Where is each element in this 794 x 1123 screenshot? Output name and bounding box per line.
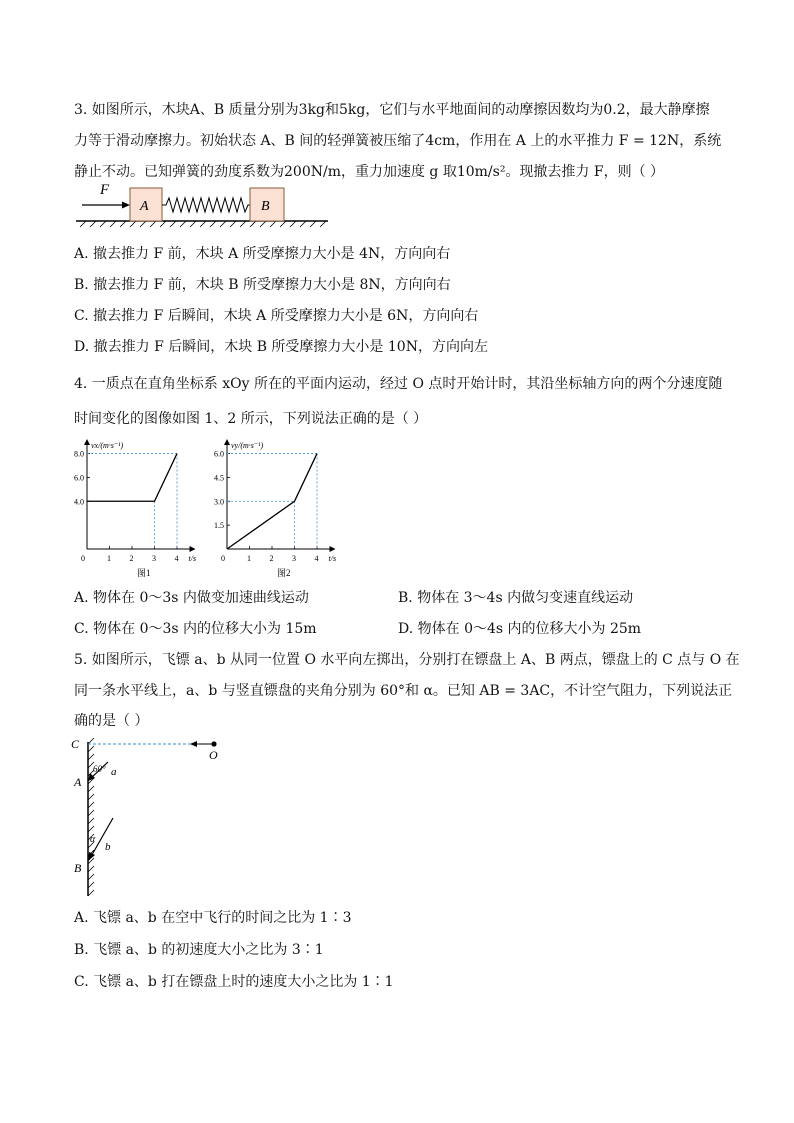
q4-option-b: B. 物体在 3～4s 内做匀变速直线运动 [398, 590, 634, 606]
x-axis-arrow [190, 546, 196, 552]
force-label: F [100, 182, 110, 198]
point-o-label: O [209, 748, 218, 762]
q5-line-2: 同一条水平线上，a、b 与竖直镖盘的夹角分别为 60°和 α。已知 AB = 3AC，不计空气阻力，下列说法正 [74, 683, 733, 699]
x-tick-label: 0 [81, 554, 85, 563]
ground-hatching [80, 221, 326, 227]
x-tick-label: 2 [269, 554, 274, 563]
q5-option-b: B. 飞镖 a、b 的初速度大小之比为 3∶1 [74, 942, 324, 958]
x-axis-arrow [330, 546, 336, 552]
q3-line-3: 静止不动。已知弹簧的劲度系数为200N/m，重力加速度 g 取10m/s²。现撤去推力 F，则（ ） [74, 164, 665, 180]
q3-line-1: 3. 如图所示，木块A、B 质量分别为3kg和5kg，它们与水平地面间的动摩擦因数均为0.2，最大静摩擦 [74, 102, 710, 118]
dart-a-label: a [111, 766, 117, 778]
y-tick-label: 4.5 [214, 473, 224, 483]
block-a-label: A [140, 199, 149, 214]
x-tick-label: 3 [152, 554, 156, 563]
y-axis-arrow [84, 439, 90, 445]
x-axis-label: t/s [188, 554, 197, 563]
q5-option-c: C. 飞镖 a、b 打在镖盘上时的速度大小之比为 1∶1 [74, 974, 394, 990]
q3-option-b: B. 撤去推力 F 前，木块 B 所受摩擦力大小是 8N，方向向右 [74, 277, 451, 293]
point-c-label: C [71, 737, 80, 751]
x-tick-label: 3 [292, 554, 296, 563]
dart-b-head [88, 852, 95, 861]
x-tick-label: 0 [221, 554, 225, 563]
series-line [87, 454, 177, 502]
q5-line-3: 确的是（ ） [74, 713, 149, 729]
y-tick-label: 6.0 [214, 449, 224, 459]
q5-option-a: A. 飞镖 a、b 在空中飞行的时间之比为 1∶3 [74, 910, 352, 926]
x-axis-label: t/s [328, 554, 337, 563]
chart-caption: 图1 [137, 568, 151, 578]
dart-a-head [88, 773, 95, 781]
q3-figure [70, 178, 340, 230]
q3-option-c: C. 撤去推力 F 后瞬间，木块 A 所受摩擦力大小是 6N，方向向右 [74, 308, 479, 324]
x-tick-label: 1 [247, 554, 251, 563]
y-axis-label: vy/(m·s⁻¹) [231, 441, 264, 450]
q4-line-2: 时间变化的图像如图 1、2 所示，下列说法正确的是（ ） [74, 411, 428, 427]
q3-option-d: D. 撤去推力 F 后瞬间，木块 B 所受摩擦力大小是 10N，方向向左 [74, 339, 488, 355]
x-tick-label: 2 [129, 554, 134, 563]
q4-option-d: D. 物体在 0～4s 内的位移大小为 25m [398, 621, 642, 637]
dartboard-hatching [88, 738, 94, 896]
y-axis-label: vx/(m·s⁻¹) [91, 441, 124, 450]
chart-caption: 图2 [277, 568, 291, 578]
point-a-label: A [74, 775, 82, 789]
q4-line-1: 4. 一质点在直角坐标系 xOy 所在的平面内运动，经过 O 点时开始计时，其沿坐标轴方向的两个分速度随 [74, 376, 723, 392]
chart-vy-vs-t [210, 436, 354, 580]
q5-figure [68, 734, 228, 902]
y-tick-label: 6.0 [74, 473, 84, 483]
y-tick-label: 8.0 [74, 449, 84, 459]
q5-line-1: 5. 如图所示，飞镖 a、b 从同一位置 O 水平向左掷出，分别打在镖盘上 A、B 两点，镖盘上的 C 点与 O 在 [74, 652, 740, 668]
x-tick-label: 4 [174, 554, 179, 563]
q3-line-2: 力等于滑动摩擦力。初始状态 A、B 间的轻弹簧被压缩了4cm，作用在 A 上的水平推力 F = 12N，系统 [74, 133, 722, 149]
block-b-label: B [261, 199, 270, 214]
force-arrowhead [122, 202, 130, 209]
angle-alpha-label: α [90, 834, 96, 845]
q4-option-c: C. 物体在 0～3s 内的位移大小为 15m [74, 621, 317, 637]
spring [162, 198, 250, 212]
o-arrowhead [190, 741, 197, 747]
angle-60-label: 60° [93, 764, 106, 774]
chart-vx-vs-t [70, 436, 210, 580]
y-axis-arrow [224, 439, 230, 445]
y-tick-label: 1.5 [214, 521, 224, 531]
y-tick-label: 3.0 [214, 497, 224, 507]
dart-b-label: b [105, 841, 111, 853]
x-tick-label: 1 [107, 554, 111, 563]
x-tick-label: 4 [314, 554, 319, 563]
point-o [211, 741, 216, 746]
point-b-label: B [74, 861, 82, 875]
q3-option-a: A. 撤去推力 F 前，木块 A 所受摩擦力大小是 4N，方向向右 [74, 246, 451, 262]
q4-option-a: A. 物体在 0～3s 内做变加速曲线运动 [74, 590, 309, 606]
y-tick-label: 4.0 [74, 497, 84, 507]
